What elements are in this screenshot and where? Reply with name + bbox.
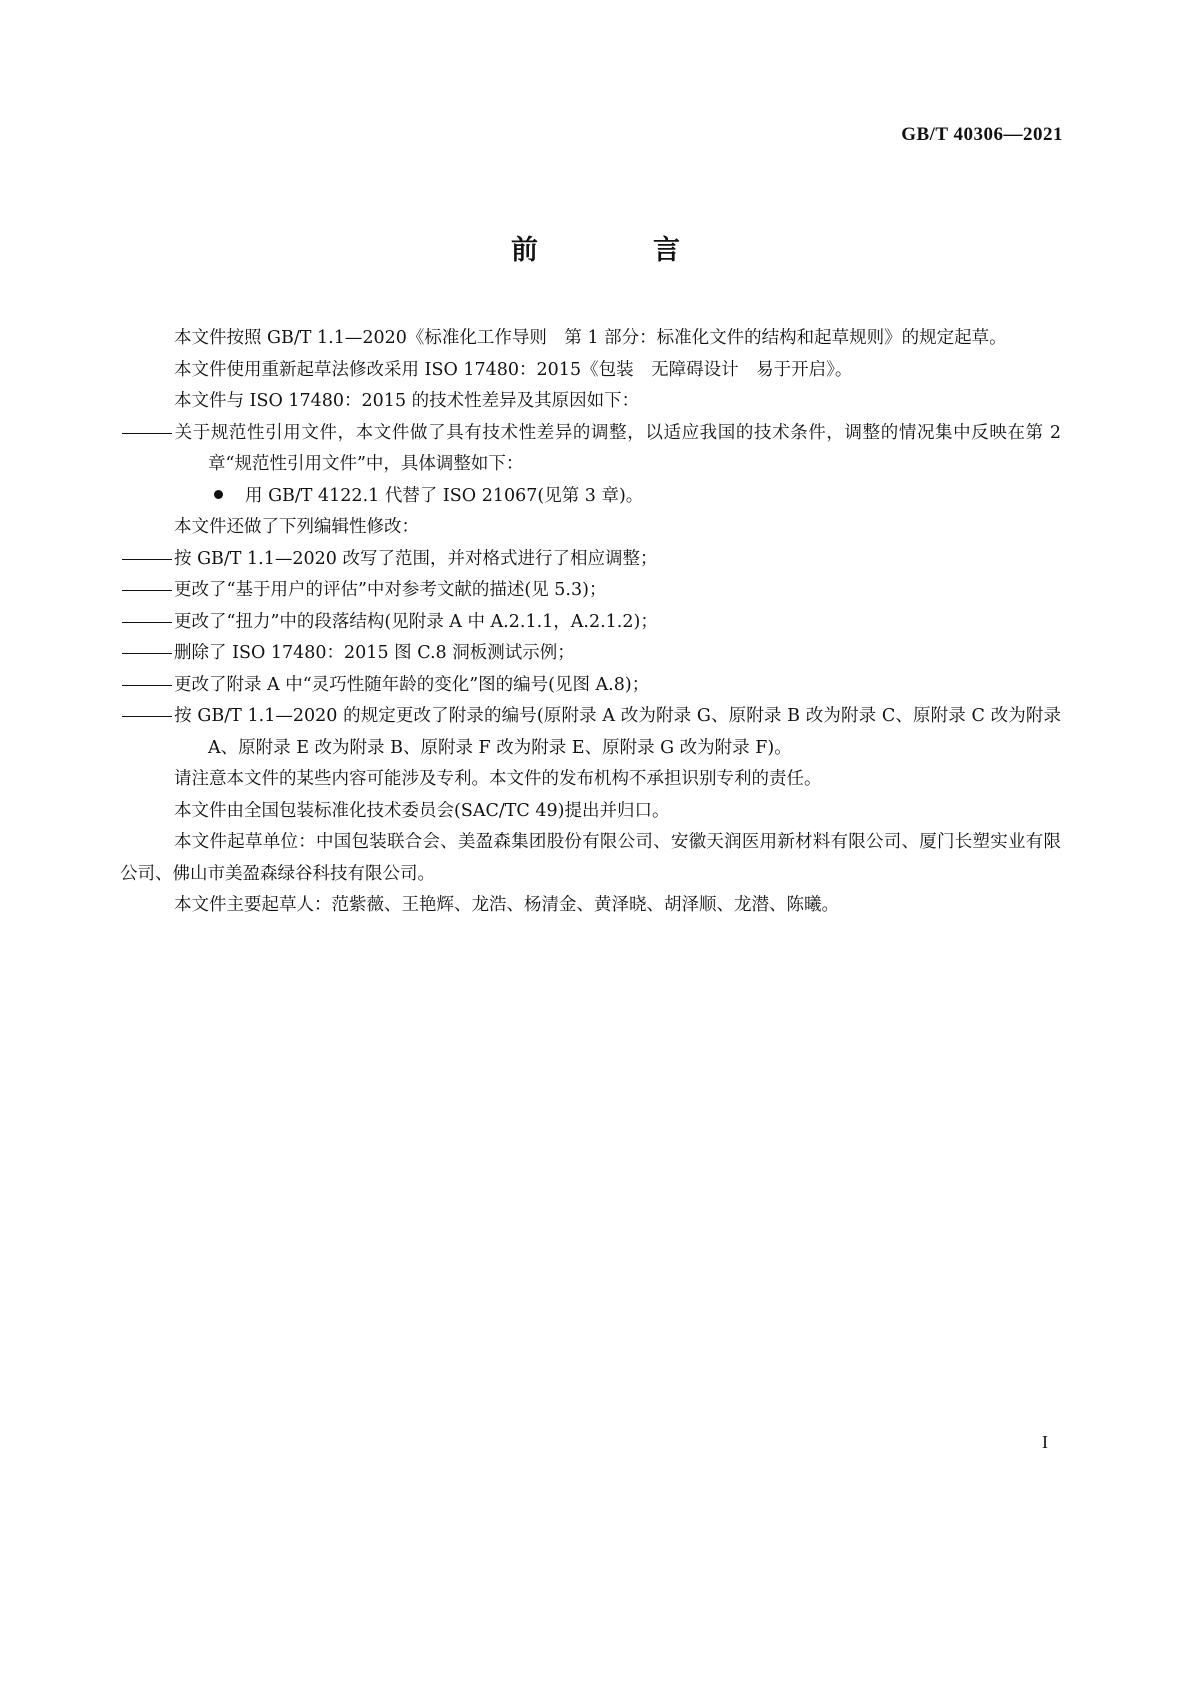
dash-mark — [120, 575, 174, 607]
editorial-change-text: 更改了“基于用户的评估”中对参考文献的描述(见 5.3)； — [174, 580, 607, 600]
editorial-change-item — [120, 638, 1061, 670]
paragraph-drafters: 本文件主要起草人：范紫薇、王艳辉、龙浩、杨清金、黄泽晓、胡泽顺、龙潜、陈曦。 — [174, 895, 839, 915]
page-title: 前 言 — [511, 235, 724, 266]
dash-mark — [120, 638, 174, 670]
dash-mark — [120, 418, 174, 450]
editorial-change-text: 删除了 ISO 17480：2015 图 C.8 洞板测试示例； — [174, 643, 575, 663]
editorial-change-item — [120, 607, 1061, 639]
technical-bullet-item — [120, 481, 1061, 513]
paragraph-drafting-units: 本文件起草单位：中国包装联合会、美盈森集团股份有限公司、安徽天润医用新材料有限公司、厦门长塑实业有限公司、佛山市美盈森绿谷科技有限公司。 — [120, 832, 1061, 884]
editorial-change-text: 按 GB/T 1.1—2020 改写了范围，并对格式进行了相应调整； — [174, 548, 658, 569]
paragraph-patent-notice: 请注意本文件的某些内容可能涉及专利。本文件的发布机构不承担识别专利的责任。 — [174, 769, 822, 789]
editorial-change-item — [120, 544, 1061, 576]
editorial-change-item — [120, 670, 1061, 702]
technical-difference-text: 关于规范性引用文件，本文件做了具有技术性差异的调整，以适应我国的技术条件，调整的情况集中反映在第 2 章“规范性引用文件”中，具体调整如下： — [174, 422, 1061, 474]
dash-mark — [120, 701, 174, 733]
page-number: I — [1042, 1432, 1048, 1452]
paragraph-technical-differences-intro: 本文件与 ISO 17480：2015 的技术性差异及其原因如下： — [174, 391, 640, 411]
standard-number: GB/T 40306—2021 — [901, 124, 1063, 145]
dash-mark — [120, 670, 174, 702]
paragraph-proposer: 本文件由全国包装标准化技术委员会(SAC/TC 49)提出并归口。 — [174, 800, 670, 821]
technical-difference-item — [120, 418, 1061, 481]
dash-mark — [120, 607, 174, 639]
technical-bullet-text: 用 GB/T 4122.1 代替了 ISO 21067(见第 3 章)。 — [245, 485, 644, 506]
editorial-change-text: 更改了“扭力”中的段落结构(见附录 A 中 A.2.1.1，A.2.1.2)； — [174, 611, 658, 632]
dash-mark — [120, 544, 174, 576]
paragraph-drafting-rules: 本文件按照 GB/T 1.1—2020《标准化工作导则 第 1 部分：标准化文件的结构和起草规则》的规定起草。 — [174, 328, 1007, 348]
editorial-change-item — [120, 701, 1061, 764]
editorial-change-text: 按 GB/T 1.1—2020 的规定更改了附录的编号(原附录 A 改为附录 G、原附录 B 改为附录 C、原附录 C 改为附录 A、原附录 E 改为附录 B、原附录 F 改为附录 E、原附录 G 改为附录 F)。 — [174, 706, 1061, 758]
foreword-body — [120, 323, 1061, 922]
editorial-change-item — [120, 575, 1061, 607]
editorial-change-text: 更改了附录 A 中“灵巧性随年龄的变化”图的编号(见图 A.8)； — [174, 674, 650, 695]
bullet-icon — [214, 490, 223, 499]
paragraph-adoption: 本文件使用重新起草法修改采用 ISO 17480：2015《包装 无障碍设计 易于开启》。 — [174, 359, 853, 380]
paragraph-editorial-intro: 本文件还做了下列编辑性修改： — [174, 517, 419, 537]
